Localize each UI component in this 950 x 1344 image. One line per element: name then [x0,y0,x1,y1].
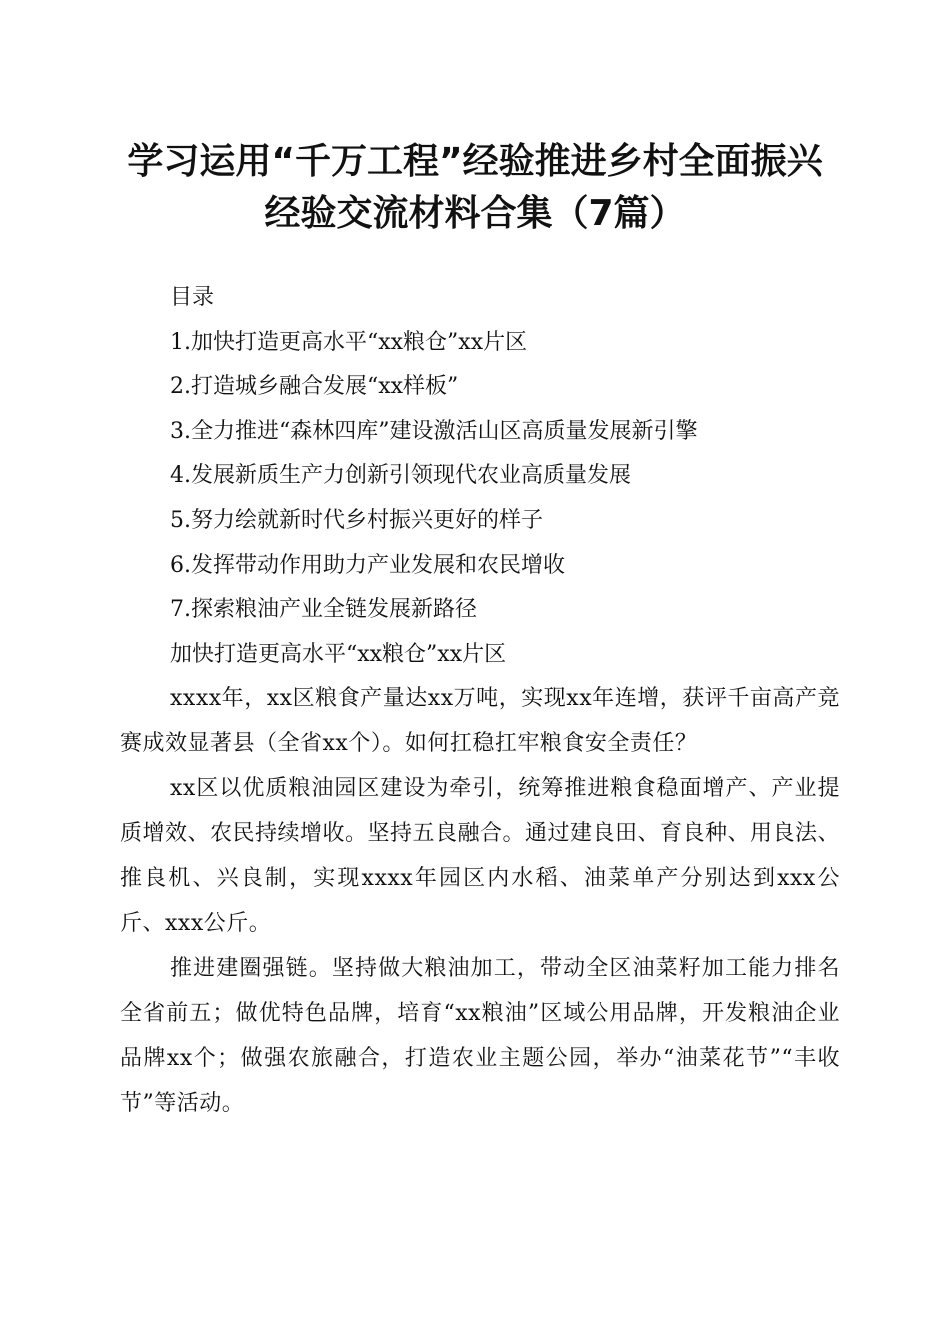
toc-item: 7.探索粮油产业全链发展新路径 [170,597,477,623]
title-line-2: 经验交流材料合集（7篇） [264,193,686,234]
toc-heading: 目录 [170,285,215,310]
toc-item: 4.发展新质生产力创新引领现代农业高质量发展 [170,463,631,489]
body-paragraph: xx区以优质粮油园区建设为牵引，统筹推进粮食稳面增产、产业提质增效、农民持续增收。坚持五良融合。通过建良田、育良种、用良法、推良机、兴良制，实现xxxx年园区内水稻、油菜单产分别达到xxx公斤、xxx公斤。 [120,776,841,936]
toc-item: 5.努力绘就新时代乡村振兴更好的样子 [170,507,543,533]
body-paragraph: 推进建圈强链。坚持做大粮油加工，带动全区油菜籽加工能力排名全省前五；做优特色品牌，培育“xx粮油”区域公用品牌，开发粮油企业品牌xx个；做强农旅融合，打造农业主题公园，举办“油菜花节”“丰收节”等活动。 [120,956,840,1116]
toc-item: 2.打造城乡融合发展“xx样板” [170,374,459,400]
document-title [0,136,950,240]
body-paragraph: xxxx年，xx区粮食产量达xx万吨，实现xx年连增，获评千亩高产竞赛成效显著县（全省xx个）。如何扛稳扛牢粮食安全责任？ [120,686,840,756]
toc-item: 6.发挥带动作用助力产业发展和农民增收 [170,552,565,578]
table-of-contents [120,276,840,677]
toc-item: 1.加快打造更高水平“xx粮仓”xx片区 [170,329,528,355]
document-body [120,676,840,1126]
toc-item: 3.全力推进“森林四库”建设激活山区高质量发展新引擎 [170,418,698,444]
title-line-1: 学习运用“千万工程”经验推进乡村全面振兴 [127,141,823,182]
section-title: 加快打造更高水平“xx粮仓”xx片区 [170,641,507,667]
